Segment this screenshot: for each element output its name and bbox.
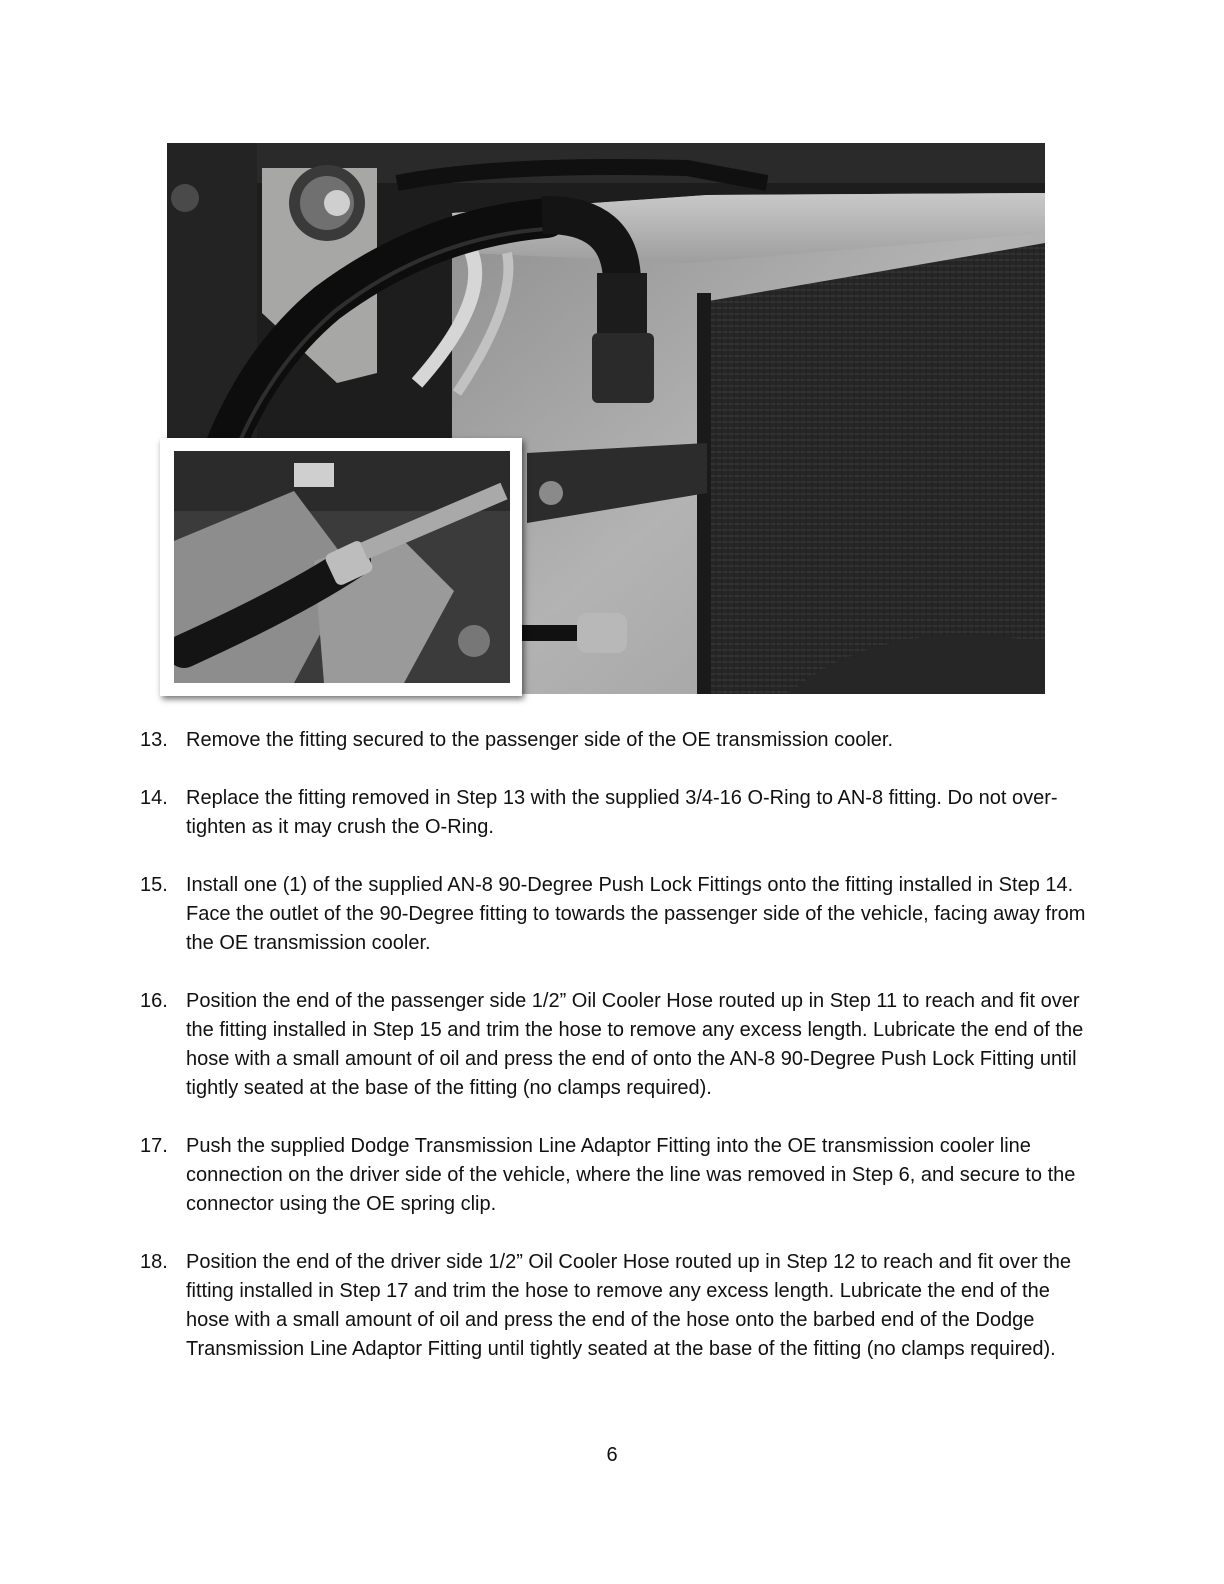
page-number: 6 bbox=[606, 1444, 618, 1466]
step-text: Position the end of the passenger side 1/2” Oil Cooler Hose routed up in Step 11 to reach and fit over the fitting installed in Step 15 and trim the hose to remove any excess length. Lubricate the end of the hose with a small amount of oil and press the end of onto the AN-8 90-Degree Push Lock Fitting until tightly seated at the base of the fitting (no clamps required). bbox=[186, 990, 1084, 1099]
step-17 bbox=[140, 1132, 1090, 1219]
step-number: 13. bbox=[140, 729, 168, 751]
step-14 bbox=[140, 784, 1090, 842]
step-16 bbox=[140, 987, 1090, 1103]
step-number: 16. bbox=[140, 990, 168, 1012]
step-number: 17. bbox=[140, 1135, 168, 1157]
step-text: Remove the fitting secured to the passenger side of the OE transmission cooler. bbox=[186, 729, 894, 751]
instruction-steps bbox=[140, 726, 1090, 1393]
step-text: Position the end of the driver side 1/2” Oil Cooler Hose routed up in Step 12 to reach and fit over the fitting installed in Step 17 and trim the hose to remove any excess length. Lubricate the end of the hose with a small amount of oil and press the end of the hose onto the barbed end of the Dodge Transmission Line Adaptor Fitting until tightly seated at the base of the fitting (no clamps required). bbox=[186, 1251, 1071, 1360]
inset-photo-frame bbox=[160, 438, 522, 696]
step-number: 14. bbox=[140, 787, 168, 809]
step-text: Push the supplied Dodge Transmission Line Adaptor Fitting into the OE transmission cooler line connection on the driver side of the vehicle, where the line was removed in Step 6, and secure to the connector using the OE spring clip. bbox=[186, 1135, 1076, 1215]
step-number: 15. bbox=[140, 874, 168, 896]
step-number: 18. bbox=[140, 1251, 168, 1273]
step-text: Install one (1) of the supplied AN-8 90-Degree Push Lock Fittings onto the fitting installed in Step 14. Face the outlet of the 90-Degree fitting to towards the passenger side of the vehicle, facing away from the OE transmission cooler. bbox=[186, 874, 1086, 954]
inset-photo bbox=[174, 451, 510, 683]
step-15 bbox=[140, 871, 1090, 958]
step-18 bbox=[140, 1248, 1090, 1364]
step-text: Replace the fitting removed in Step 13 with the supplied 3/4-16 O-Ring to AN-8 fitting. Do not over-tighten as it may crush the O-Ring. bbox=[186, 787, 1058, 838]
step-13 bbox=[140, 726, 1090, 755]
